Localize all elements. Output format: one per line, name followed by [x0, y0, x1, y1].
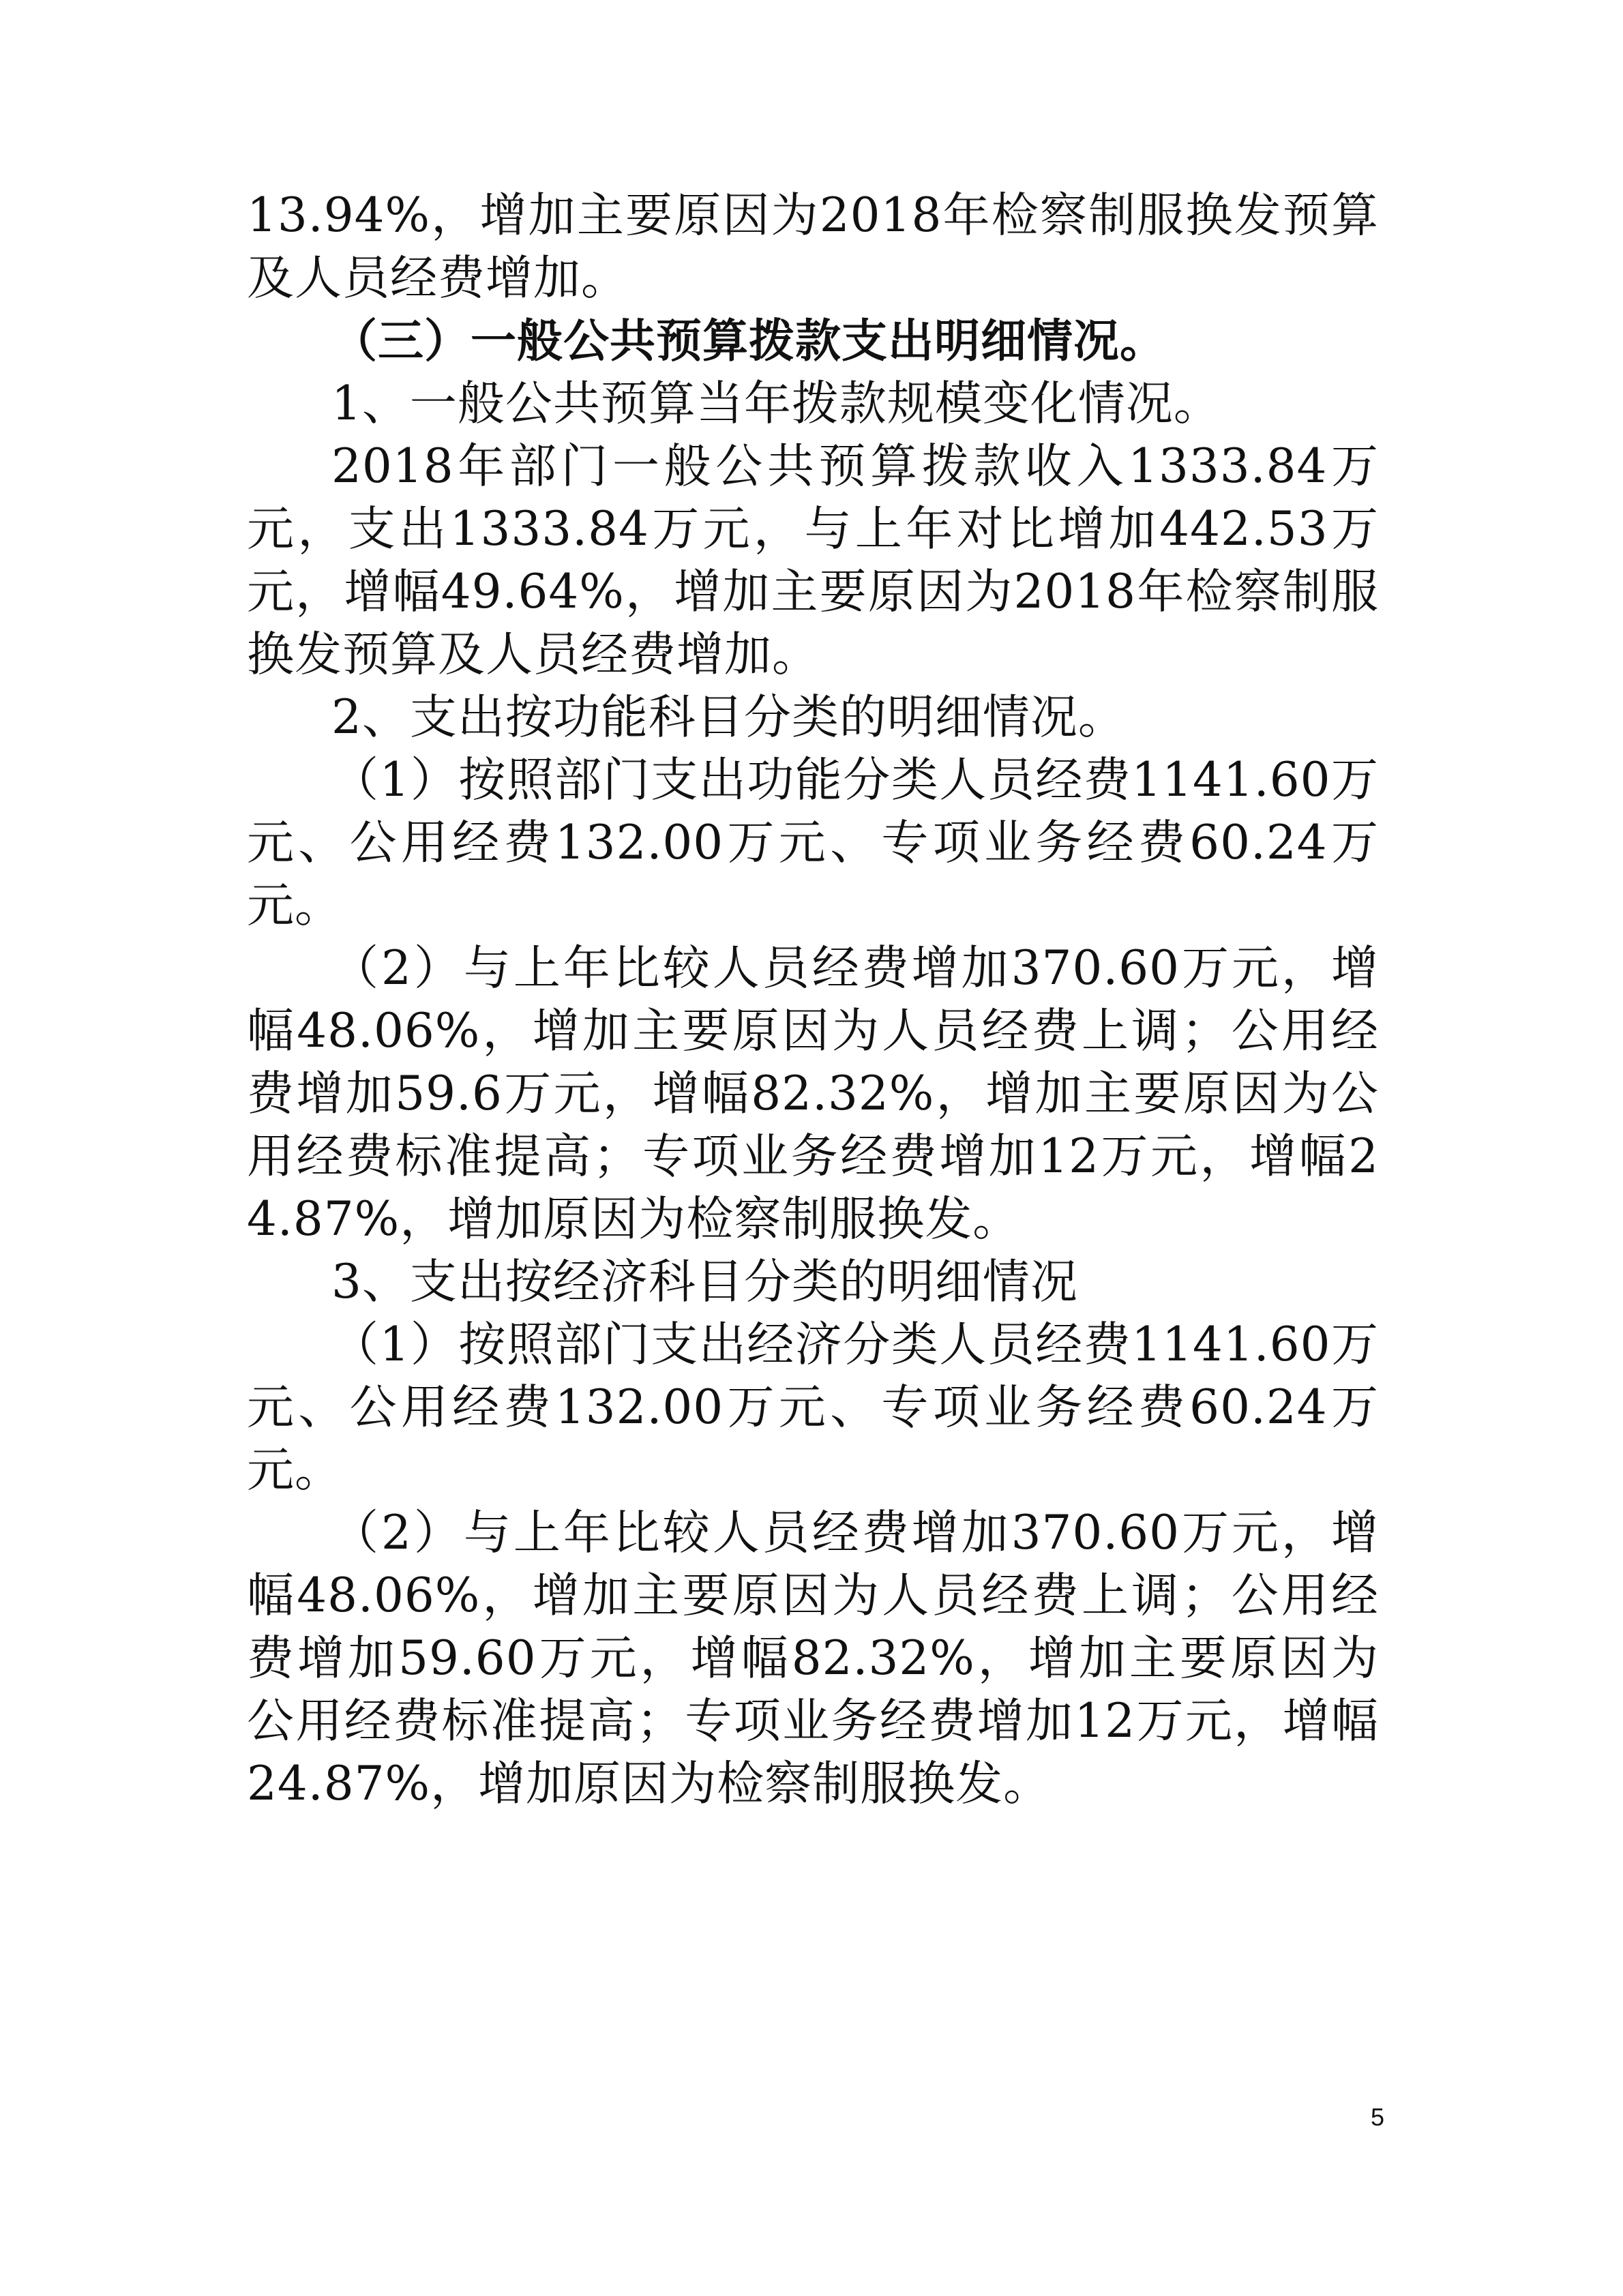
section-heading: （三）一般公共预算拨款支出明细情况。 — [331, 314, 1166, 368]
subsection-3-item-2: （2）与上年比较人员经费增加370.60万元，增幅48.06%，增加主要原因为人员经费上调；公用经费增加59.60万元，增幅82.32%，增加主要原因为公用经费标准提高；专项业务经费增加12万元，增幅24.87%，增加原因为检察制服换发。 — [247, 1506, 1379, 1811]
paragraph-continuation: 13.94%，增加主要原因为2018年检察制服换发预算及人员经费增加。 — [247, 188, 1379, 305]
subsection-3-item-1: （1）按照部门支出经济分类人员经费1141.60万元、公用经费132.00万元、专项业务经费60.24万元。 — [247, 1317, 1379, 1497]
document-body — [247, 184, 1379, 1815]
subsection-1-body: 2018年部门一般公共预算拨款收入1333.84万元，支出1333.84万元，与上年对比增加442.53万元，增幅49.64%，增加主要原因为2018年检察制服换发预算及人员经费增加。 — [247, 439, 1379, 682]
page-number: 5 — [1371, 2103, 1385, 2131]
subsection-3-title: 3、支出按经济科目分类的明细情况 — [331, 1255, 1078, 1309]
subsection-2-item-1: （1）按照部门支出功能分类人员经费1141.60万元、公用经费132.00万元、专项业务经费60.24万元。 — [247, 753, 1379, 933]
subsection-2-item-2: （2）与上年比较人员经费增加370.60万元，增幅48.06%，增加主要原因为人员经费上调；公用经费增加59.6万元，增幅82.32%，增加主要原因为公用经费标准提高；专项业务经费增加12万元，增幅24.87%，增加原因为检察制服换发。 — [247, 941, 1379, 1247]
subsection-1-title: 1、一般公共预算当年拨款规模变化情况。 — [331, 376, 1221, 431]
subsection-2-title: 2、支出按功能科目分类的明细情况。 — [331, 690, 1126, 745]
